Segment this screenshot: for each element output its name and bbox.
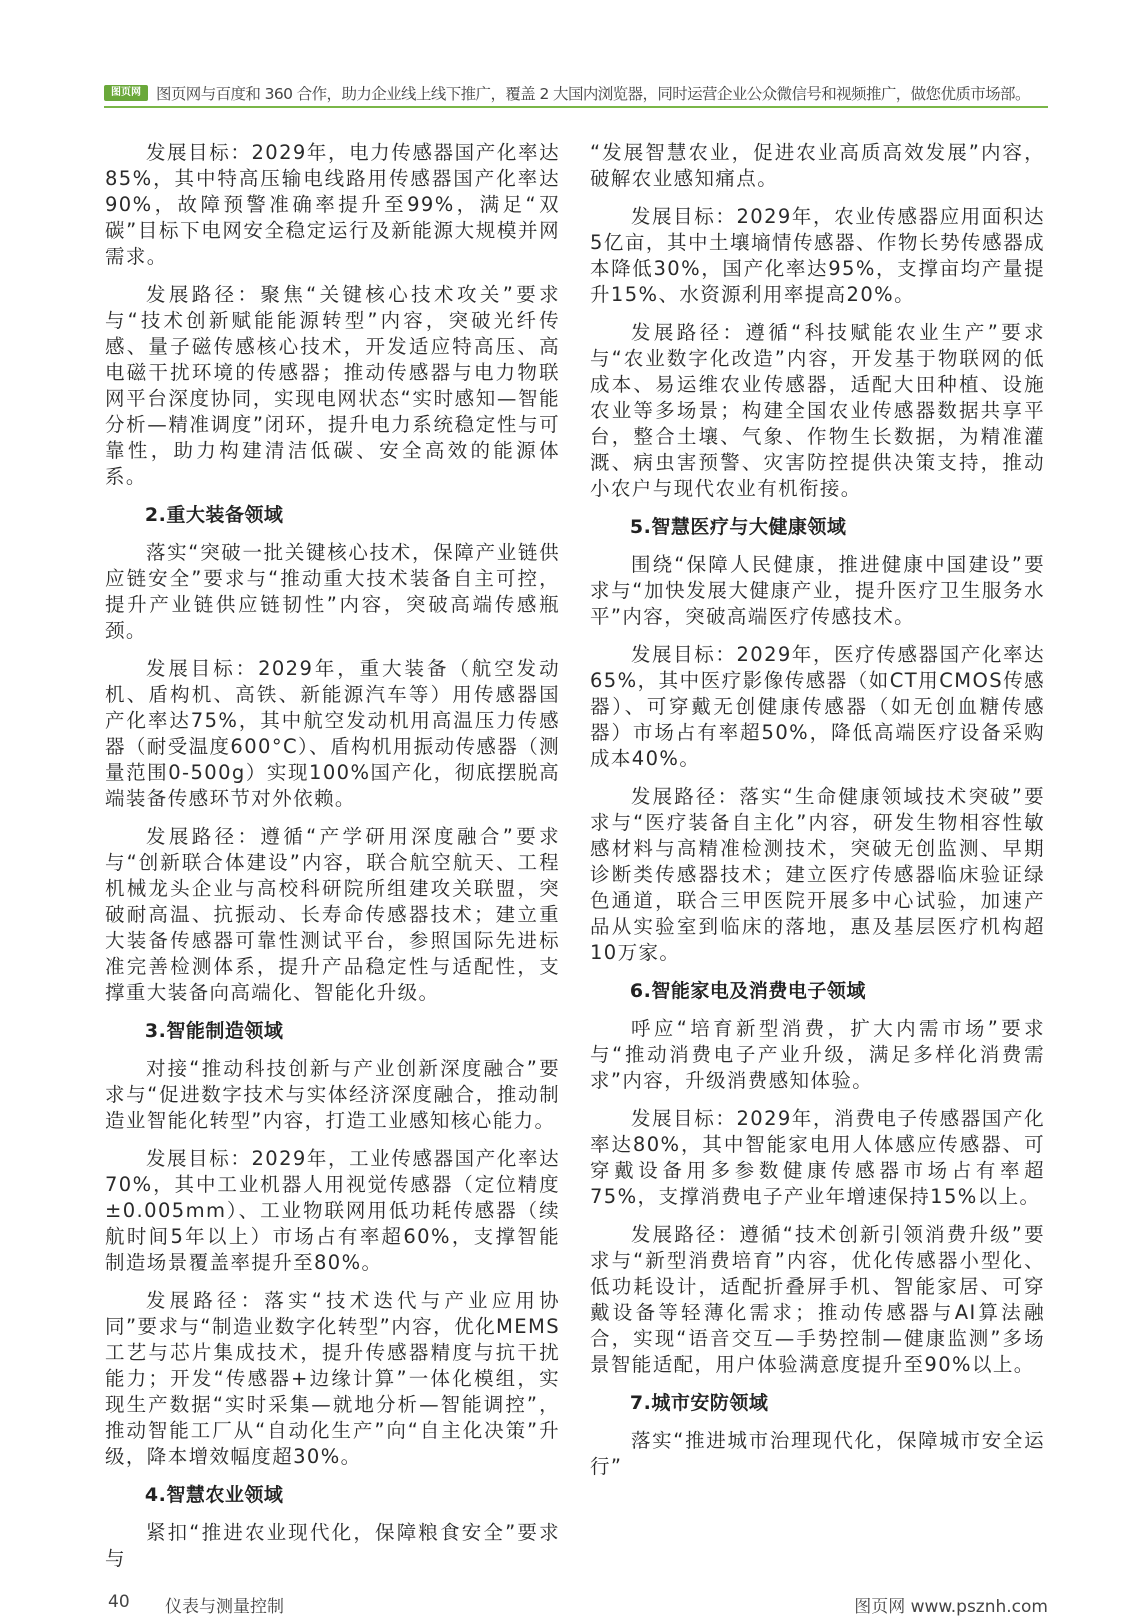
paragraph: 发展目标：2029年，医疗传感器国产化率达65%，其中医疗影像传感器（如CT用CMOS传感器）、可穿戴无创健康传感器（如无创血糖传感器）市场占有率超50%，降低高端医疗设备采购成本40%。 [590, 643, 1045, 770]
section-heading: 6.智能家电及消费电子领域 [629, 980, 866, 1002]
paragraph: 发展目标：2029年，消费电子传感器国产化率达80%，其中智能家电用人体感应传感器、可穿戴设备用多参数健康传感器市场占有率超75%，支撑消费电子产业年增速保持15%以上。 [590, 1107, 1045, 1208]
paragraph: 对接“推动科技创新与产业创新深度融合”要求与“促进数字技术与实体经济深度融合，推动制造业智能化转型”内容，打造工业感知核心能力。 [105, 1057, 560, 1132]
section-heading: 7.城市安防领域 [629, 1392, 769, 1414]
paragraph: “发展智慧农业，促进农业高质高效发展”内容，破解农业感知痛点。 [590, 141, 1045, 190]
paragraph: 发展路径：落实“技术迭代与产业应用协同”要求与“制造业数字化转型”内容，优化MEMS工艺与芯片集成技术，提升传感器精度与抗干扰能力；开发“传感器+边缘计算”一体化模组，实现生产数据“实时采集—就地分析—智能调控”，推动智能工厂从“自动化生产”向“自主化决策”升级，降本增效幅度超30%。 [105, 1289, 560, 1468]
paragraph: 发展路径：遵循“技术创新引领消费升级”要求与“新型消费培育”内容，优化传感器小型化、低功耗设计，适配折叠屏手机、智能家居、可穿戴设备等轻薄化需求；推动传感器与AI算法融合，实现“语音交互—手势控制—健康监测”多场景智能适配，用户体验满意度提升至90%以上。 [590, 1223, 1045, 1376]
section-heading: 2.重大装备领域 [144, 504, 284, 526]
header-banner-text: 图页网与百度和 360 合作，助力企业线上线下推广，覆盖 2 大国内浏览器，同时运营企业公众微信号和视频推广，做您优质市场部。 [156, 85, 1030, 103]
paragraph: 发展路径：遵循“科技赋能农业生产”要求与“农业数字化改造”内容，开发基于物联网的低成本、易运维农业传感器，适配大田种植、设施农业等多场景；构建全国农业传感器数据共享平台，整合土壤、气象、作物生长数据，为精准灌溉、病虫害预警、灾害防控提供决策支持，推动小农户与现代农业有机衔接。 [590, 321, 1045, 500]
paragraph: 落实“推进城市治理现代化，保障城市安全运行” [590, 1429, 1045, 1478]
page-number: 40 [108, 1592, 130, 1612]
section-heading: 4.智慧农业领域 [144, 1484, 284, 1506]
left-column [105, 140, 560, 1584]
paragraph: 紧扣“推进农业现代化，保障粮食安全”要求与 [105, 1521, 560, 1570]
page-header [104, 80, 1048, 108]
right-column [590, 140, 1045, 1492]
magazine-name: 仪表与测量控制 [165, 1597, 284, 1617]
paragraph: 呼应“培育新型消费，扩大内需市场”要求与“推动消费电子产业升级，满足多样化消费需求”内容，升级消费感知体验。 [590, 1017, 1045, 1092]
section-heading: 5.智慧医疗与大健康领域 [629, 516, 847, 538]
paragraph: 发展目标：2029年，重大装备（航空发动机、盾构机、高铁、新能源汽车等）用传感器国产化率达75%，其中航空发动机用高温压力传感器（耐受温度600°C）、盾构机用振动传感器（测量范围0-500g）实现100%国产化，彻底摆脱高端装备传感环节对外依赖。 [105, 657, 560, 810]
section-heading: 3.智能制造领域 [144, 1020, 284, 1042]
site-logo: 图页网 [104, 85, 148, 101]
paragraph: 发展路径：遵循“产学研用深度融合”要求与“创新联合体建设”内容，联合航空航天、工程机械龙头企业与高校科研院所组建攻关联盟，突破耐高温、抗振动、长寿命传感器技术；建立重大装备传感器可靠性测试平台，参照国际先进标准完善检测体系，提升产品稳定性与适配性，支撑重大装备向高端化、智能化升级。 [105, 825, 560, 1004]
paragraph: 围绕“保障人民健康，推进健康中国建设”要求与“加快发展大健康产业，提升医疗卫生服务水平”内容，突破高端医疗传感技术。 [590, 553, 1045, 628]
paragraph: 落实“突破一批关键核心技术，保障产业链供应链安全”要求与“推动重大技术装备自主可控，提升产业链供应链韧性”内容，突破高端传感瓶颈。 [105, 541, 560, 642]
page-footer [108, 1592, 1048, 1616]
paragraph: 发展目标：2029年，电力传感器国产化率达85%，其中特高压输电线路用传感器国产化率达90%，故障预警准确率提升至99%，满足“双碳”目标下电网安全稳定运行及新能源大规模并网需求。 [105, 141, 560, 268]
paragraph: 发展路径：落实“生命健康领域技术突破”要求与“医疗装备自主化”内容，研发生物相容性敏感材料与高精准检测技术，突破无创监测、早期诊断类传感器技术；建立医疗传感器临床验证绿色通道，联合三甲医院开展多中心试验，加速产品从实验室到临床的落地，惠及基层医疗机构超10万家。 [590, 785, 1045, 964]
paragraph: 发展目标：2029年，工业传感器国产化率达70%，其中工业机器人用视觉传感器（定位精度±0.005mm）、工业物联网用低功耗传感器（续航时间5年以上）市场占有率超60%，支撑智能制造场景覆盖率提升至80%。 [105, 1147, 560, 1274]
paragraph: 发展目标：2029年，农业传感器应用面积达5亿亩，其中土壤墒情传感器、作物长势传感器成本降低30%，国产化率达95%，支撑亩均产量提升15%、水资源利用率提高20%。 [590, 205, 1045, 306]
paragraph: 发展路径：聚焦“关键核心技术攻关”要求与“技术创新赋能能源转型”内容，突破光纤传感、量子磁传感核心技术，开发适应特高压、高电磁干扰环境的传感器；推动传感器与电力物联网平台深度协同，实现电网状态“实时感知—智能分析—精准调度”闭环，提升电力系统稳定性与可靠性，助力构建清洁低碳、安全高效的能源体系。 [105, 283, 560, 488]
site-url: 图页网 www.psznh.com [854, 1597, 1048, 1617]
